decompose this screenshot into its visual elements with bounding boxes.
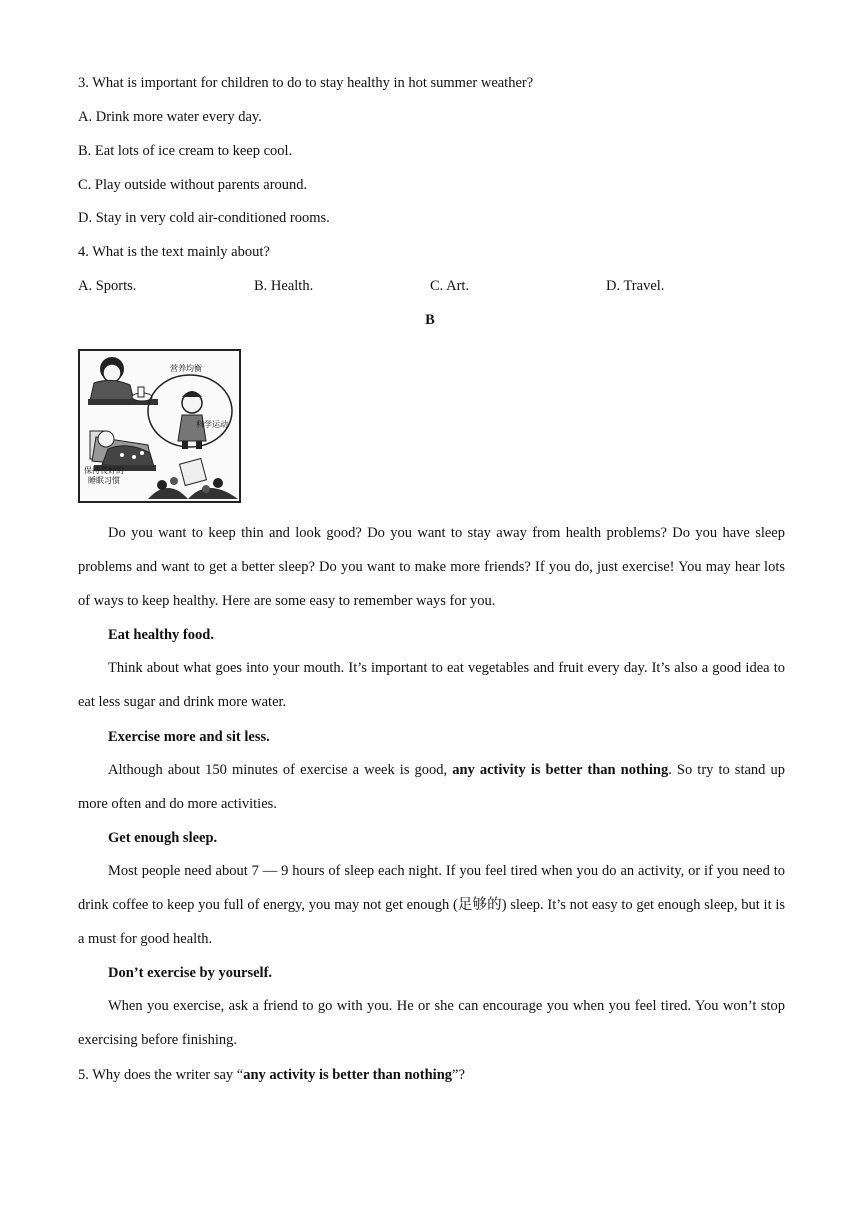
question-3-option-a: A. Drink more water every day. (78, 109, 262, 125)
paragraph-exercise-text-1: Although about 150 minutes of exercise a week is good, (108, 762, 453, 778)
paragraph-get-enough-sleep: Most people need about 7 — 9 hours of sleep each night. If you feel tired when you do an activity, or if you need to drink coffee to keep you full of energy, you may not get enough (足够的) sleep. It’s not easy to get enough sleep, but it is a must for good health. (78, 863, 785, 947)
heading-get-enough-sleep: Get enough sleep. (108, 830, 218, 846)
key-phrase-bold: any activity is better than nothing (452, 762, 669, 778)
question-4-option-c: C. Art. (430, 278, 470, 294)
heading-dont-exercise-alone: Don’t exercise by yourself. (108, 965, 273, 981)
question-3: 3. What is important for children to do to stay healthy in hot summer weather? (78, 75, 534, 91)
heading-exercise-more: Exercise more and sit less. (108, 729, 270, 745)
health-cartoon-image (78, 349, 241, 503)
question-4-option-b: B. Health. (254, 278, 314, 294)
question-3-option-b: B. Eat lots of ice cream to keep cool. (78, 143, 293, 159)
question-5-bold-phrase: any activity is better than nothing (243, 1067, 453, 1083)
paragraph-dont-exercise-alone: When you exercise, ask a friend to go with you. He or she can encourage you when you feel tired. You won’t stop exercising before finishing. (78, 998, 785, 1048)
section-label: B (425, 312, 435, 328)
paragraph-eat-healthy-food: Think about what goes into your mouth. It’s important to eat vegetables and fruit every day. It’s also a good idea to eat less sugar and drink more water. (78, 660, 785, 710)
question-4-option-a: A. Sports. (78, 278, 137, 294)
question-5-text-2: ”? (452, 1067, 465, 1083)
paragraph-exercise-text-2: . So try to stand up more often and do more activities. (78, 762, 785, 812)
question-4: 4. What is the text mainly about? (78, 244, 270, 260)
heading-eat-healthy-food: Eat healthy food. (108, 627, 214, 643)
cartoon-label-sleep-1: 保持良好的 (84, 466, 124, 475)
passage-intro: Do you want to keep thin and look good? Do you want to stay away from health problems? Do you have sleep problems and want to get a better sleep? Do you want to make more friends? If you do, just exercise! You may hear lots of ways to keep healthy. Here are some easy to remember ways for you. (78, 525, 785, 609)
cartoon-label-balanced-diet: 营养均衡 (170, 364, 202, 373)
paragraph-exercise-more (78, 754, 785, 822)
cartoon-label-sleep-2: 睡眠习惯 (88, 476, 120, 485)
question-3-option-d: D. Stay in very cold air-conditioned rooms. (78, 210, 330, 226)
question-3-option-c: C. Play outside without parents around. (78, 177, 308, 193)
cartoon-label-exercise: 科学运动 (196, 420, 228, 429)
question-5 (78, 1065, 465, 1085)
question-4-option-d: D. Travel. (606, 278, 665, 294)
question-5-text-1: 5. Why does the writer say “ (78, 1067, 244, 1083)
